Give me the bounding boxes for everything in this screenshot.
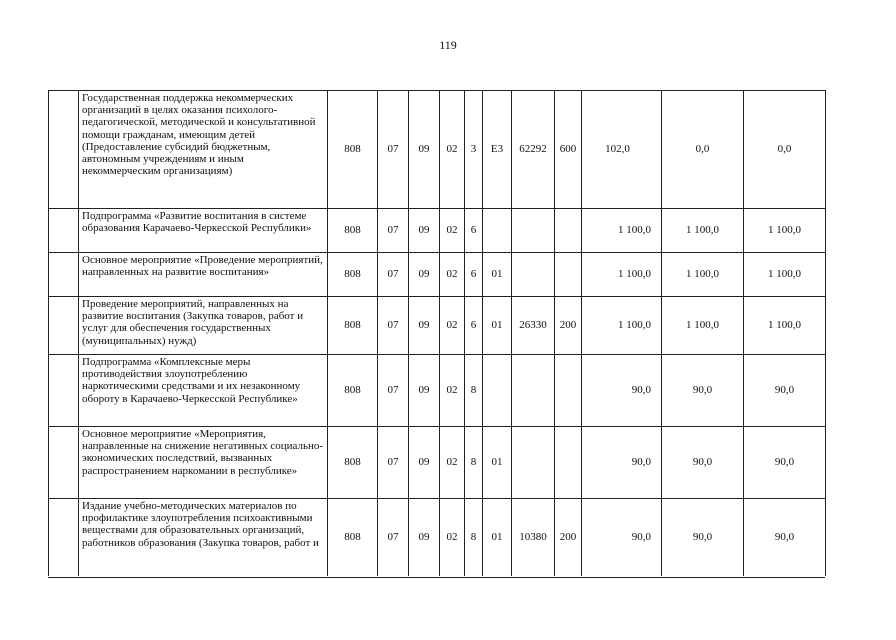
event-code bbox=[483, 355, 512, 427]
program-code: 02 bbox=[440, 427, 465, 499]
subsection-code: 09 bbox=[409, 253, 440, 297]
amount-year-2: 90,0 bbox=[662, 427, 744, 499]
page-number: 119 bbox=[439, 38, 457, 52]
program-code: 02 bbox=[440, 499, 465, 576]
ministry-code: 808 bbox=[328, 209, 378, 253]
amount-year-1: 102,0 bbox=[582, 91, 662, 209]
ministry-code: 808 bbox=[328, 427, 378, 499]
direction-code bbox=[512, 355, 555, 427]
subprogram-code: 8 bbox=[465, 499, 483, 576]
row-name: Государственная поддержка некоммерческих организаций в целях оказания психолого-педагогической, методической и консультативной помощи гражданам, имеющим детей (Предоставление субсидий бюджетным, автономным учреждениям и иным некоммерческим организациям) bbox=[79, 91, 328, 209]
event-code: 01 bbox=[483, 297, 512, 355]
program-code: 02 bbox=[440, 91, 465, 209]
section-code: 07 bbox=[378, 253, 409, 297]
expense-type-code bbox=[555, 253, 582, 297]
program-code: 02 bbox=[440, 355, 465, 427]
subsection-code: 09 bbox=[409, 209, 440, 253]
table-row bbox=[49, 499, 826, 576]
table-row bbox=[49, 427, 826, 499]
amount-year-1: 90,0 bbox=[582, 427, 662, 499]
row-name: Основное мероприятие «Проведение мероприятий, направленных на развитие воспитания» bbox=[79, 253, 328, 297]
amount-year-2: 1 100,0 bbox=[662, 253, 744, 297]
program-code: 02 bbox=[440, 297, 465, 355]
gap-cell bbox=[49, 427, 79, 499]
table-row bbox=[49, 209, 826, 253]
subsection-code: 09 bbox=[409, 297, 440, 355]
subsection-code: 09 bbox=[409, 91, 440, 209]
row-name: Издание учебно-методических материалов по профилактике злоупотребления психоактивными веществами для образовательных организаций, работников образования (Закупка товаров, работ и bbox=[79, 499, 328, 576]
ministry-code: 808 bbox=[328, 253, 378, 297]
amount-year-1: 1 100,0 bbox=[582, 253, 662, 297]
amount-year-2: 90,0 bbox=[662, 499, 744, 576]
gap-cell bbox=[49, 91, 79, 209]
amount-year-3: 90,0 bbox=[744, 427, 826, 499]
amount-year-3: 90,0 bbox=[744, 499, 826, 576]
amount-year-3: 1 100,0 bbox=[744, 297, 826, 355]
ministry-code: 808 bbox=[328, 297, 378, 355]
amount-year-3: 90,0 bbox=[744, 355, 826, 427]
event-code: 01 bbox=[483, 499, 512, 576]
direction-code bbox=[512, 427, 555, 499]
amount-year-1: 1 100,0 bbox=[582, 209, 662, 253]
event-code: 01 bbox=[483, 427, 512, 499]
expense-type-code bbox=[555, 355, 582, 427]
section-code: 07 bbox=[378, 499, 409, 576]
subsection-code: 09 bbox=[409, 499, 440, 576]
subprogram-code: 6 bbox=[465, 209, 483, 253]
amount-year-1: 90,0 bbox=[582, 499, 662, 576]
gap-cell bbox=[49, 253, 79, 297]
table-row bbox=[49, 297, 826, 355]
gap-cell bbox=[49, 209, 79, 253]
table-row bbox=[49, 91, 826, 209]
amount-year-3: 1 100,0 bbox=[744, 209, 826, 253]
program-code: 02 bbox=[440, 209, 465, 253]
gap-cell bbox=[49, 297, 79, 355]
gap-cell bbox=[49, 355, 79, 427]
amount-year-3: 1 100,0 bbox=[744, 253, 826, 297]
program-code: 02 bbox=[440, 253, 465, 297]
subsection-code: 09 bbox=[409, 355, 440, 427]
amount-year-1: 1 100,0 bbox=[582, 297, 662, 355]
direction-code bbox=[512, 209, 555, 253]
event-code bbox=[483, 209, 512, 253]
row-name: Проведение мероприятий, направленных на развитие воспитания (Закупка товаров, работ и услуг для обеспечения государственных (муниципальных) нужд) bbox=[79, 297, 328, 355]
subprogram-code: 8 bbox=[465, 355, 483, 427]
subprogram-code: 6 bbox=[465, 297, 483, 355]
table-row bbox=[49, 253, 826, 297]
ministry-code: 808 bbox=[328, 499, 378, 576]
expense-type-code: 600 bbox=[555, 91, 582, 209]
section-code: 07 bbox=[378, 209, 409, 253]
expense-type-code: 200 bbox=[555, 297, 582, 355]
direction-code: 10380 bbox=[512, 499, 555, 576]
section-code: 07 bbox=[378, 355, 409, 427]
expense-type-code bbox=[555, 427, 582, 499]
row-name: Подпрограмма «Развитие воспитания в системе образования Карачаево-Черкесской Республики» bbox=[79, 209, 328, 253]
subsection-code: 09 bbox=[409, 427, 440, 499]
amount-year-3: 0,0 bbox=[744, 91, 826, 209]
row-name: Основное мероприятие «Мероприятия, направленные на снижение негативных социально-экономических последствий, вызванных распространением наркомании в республике» bbox=[79, 427, 328, 499]
amount-year-2: 1 100,0 bbox=[662, 297, 744, 355]
amount-year-2: 90,0 bbox=[662, 355, 744, 427]
amount-year-2: 0,0 bbox=[662, 91, 744, 209]
section-code: 07 bbox=[378, 297, 409, 355]
section-code: 07 bbox=[378, 427, 409, 499]
section-code: 07 bbox=[378, 91, 409, 209]
gap-cell bbox=[49, 499, 79, 576]
table-bottom-rule bbox=[48, 577, 825, 578]
ministry-code: 808 bbox=[328, 91, 378, 209]
direction-code: 62292 bbox=[512, 91, 555, 209]
expense-type-code: 200 bbox=[555, 499, 582, 576]
subprogram-code: 3 bbox=[465, 91, 483, 209]
expense-type-code bbox=[555, 209, 582, 253]
subprogram-code: 6 bbox=[465, 253, 483, 297]
direction-code bbox=[512, 253, 555, 297]
event-code: 01 bbox=[483, 253, 512, 297]
budget-table bbox=[48, 90, 826, 576]
ministry-code: 808 bbox=[328, 355, 378, 427]
row-name: Подпрограмма «Комплексные меры противодействия злоупотреблению наркотическими средствами и их незаконному обороту в Карачаево-Черкесской Республике» bbox=[79, 355, 328, 427]
direction-code: 26330 bbox=[512, 297, 555, 355]
table-row bbox=[49, 355, 826, 427]
amount-year-2: 1 100,0 bbox=[662, 209, 744, 253]
event-code: Е3 bbox=[483, 91, 512, 209]
amount-year-1: 90,0 bbox=[582, 355, 662, 427]
subprogram-code: 8 bbox=[465, 427, 483, 499]
